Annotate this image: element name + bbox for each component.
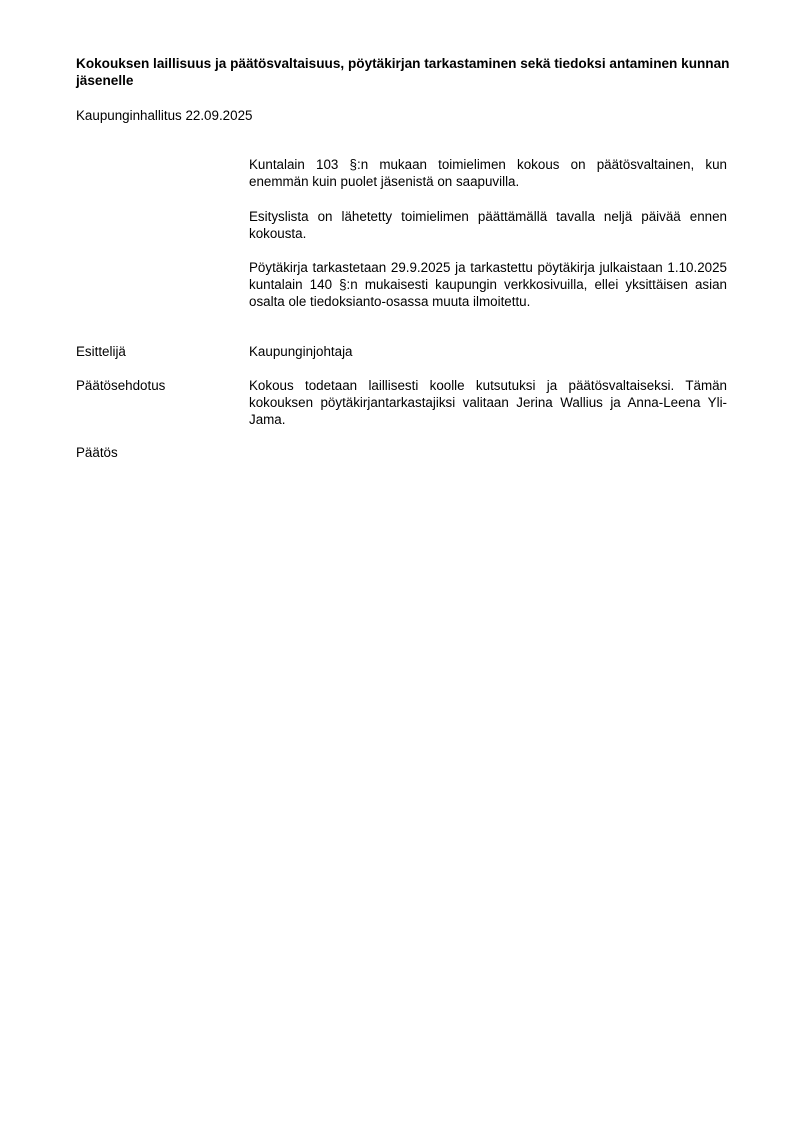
presenter-value: Kaupunginjohtaja	[249, 344, 353, 359]
meeting-info: Kaupunginhallitus 22.09.2025	[76, 108, 253, 123]
paragraph-quorum: Kuntalain 103 §:n mukaan toimielimen kokous on päätösvaltainen, kun enemmän kuin puolet jäsenistä on saapuvilla.	[249, 157, 727, 189]
paragraph-agenda: Esityslista on lähetetty toimielimen päättämällä tavalla neljä päivää ennen kokousta.	[249, 209, 727, 241]
proposal-label: Päätösehdotus	[76, 378, 166, 393]
proposal-value: Kokous todetaan laillisesti koolle kutsutuksi ja päätösvaltaiseksi. Tämän kokouksen pöytäkirjantarkastajiksi valitaan Jerina Wallius ja Anna-Leena Yli-Jama.	[249, 378, 727, 427]
document-title: Kokouksen laillisuus ja päätösvaltaisuus, pöytäkirjan tarkastaminen sekä tiedoksi antaminen kunnan jäsenelle	[76, 56, 730, 88]
decision-label: Päätös	[76, 445, 118, 460]
presenter-label: Esittelijä	[76, 344, 126, 359]
paragraph-minutes: Pöytäkirja tarkastetaan 29.9.2025 ja tarkastettu pöytäkirja julkaistaan 1.10.2025 kuntalain 140 §:n mukaisesti kaupungin verkkosivuilla, ellei yksittäisen asian osalta ole tiedoksianto-osassa muuta ilmoitettu.	[249, 260, 727, 309]
